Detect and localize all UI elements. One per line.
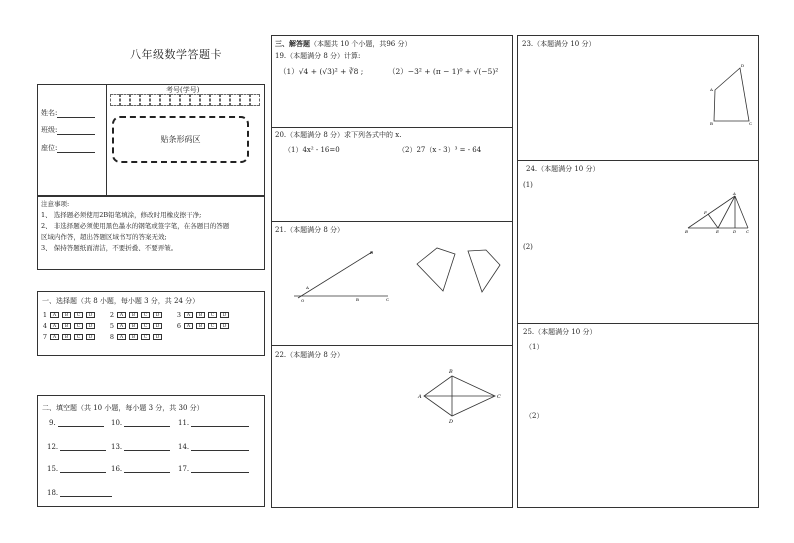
option-a[interactable]: A [117, 312, 126, 318]
q22-label-b: B [449, 369, 453, 375]
q24-label-b: B [685, 229, 688, 234]
question-number: 1 [42, 311, 47, 319]
seat-field[interactable] [41, 143, 95, 153]
q19-heading: 19.（本题满分 8 分）计算: [275, 52, 361, 60]
notes [41, 199, 229, 254]
q23-quad [714, 68, 749, 121]
option-c[interactable]: C [74, 334, 83, 340]
notes-line: 3、 保持答题纸面清洁，不要折叠、不要弄皱。 [41, 244, 178, 252]
option-c[interactable]: C [141, 312, 150, 318]
q24-fe [708, 214, 718, 228]
divider [106, 84, 107, 196]
q21-label-b1: B [370, 250, 373, 255]
fillin-number: 11. [178, 419, 190, 427]
fillin-heading: 二、填空题（共 10 小题，每小题 3 分，共 30 分） [42, 404, 204, 412]
choice-heading: 一、选择题（共 8 小题，每小题 3 分，共 24 分） [42, 297, 200, 305]
name-line [57, 111, 95, 118]
q24-label-e: E [716, 229, 719, 234]
q23-label-b: B [710, 121, 713, 126]
choice-row [39, 322, 232, 330]
q23-label-c: C [749, 121, 753, 126]
option-a[interactable]: A [184, 323, 193, 329]
answer-heading-bold: 三、解答题 [275, 39, 310, 48]
option-a[interactable]: A [50, 334, 59, 340]
option-d[interactable]: D [220, 312, 229, 318]
choice-row [39, 311, 232, 319]
q24-side-ac [735, 196, 748, 228]
question-number: 6 [176, 322, 181, 330]
q21-quad-right [468, 250, 500, 292]
fillin-item[interactable] [111, 443, 170, 451]
q21-quads [414, 244, 504, 294]
q23-label-d: D [741, 63, 745, 68]
class-field[interactable] [41, 125, 95, 135]
barcode-label: 贴条形码区 [160, 135, 201, 144]
option-c[interactable]: C [74, 312, 83, 318]
option-b[interactable]: B [129, 323, 138, 329]
option-b[interactable]: B [62, 312, 71, 318]
option-c[interactable]: C [74, 323, 83, 329]
fillin-number: 16. [111, 465, 123, 473]
question-number: 5 [109, 322, 114, 330]
fillin-item[interactable] [47, 465, 106, 473]
option-b[interactable]: B [62, 323, 71, 329]
divider [271, 345, 513, 346]
answer-heading-rest: （本题共 10 个小题，共96 分） [310, 40, 412, 48]
q19-expr1: √4 + (√3)² + ∛8 ; [298, 67, 364, 76]
class-label: 班级: [41, 126, 58, 134]
notes-title: 注意事项: [41, 200, 70, 208]
q24-label-d: D [733, 229, 737, 234]
fillin-number: 12. [47, 443, 59, 451]
question-number: 4 [42, 322, 47, 330]
barcode-area [112, 116, 249, 163]
name-label: 姓名: [41, 109, 58, 117]
notes-line: 1、 选择题必须使用2B铅笔填涂，修改时用橡皮擦干净; [41, 211, 202, 219]
option-c[interactable]: C [208, 312, 217, 318]
option-d[interactable]: D [153, 323, 162, 329]
q21-ray-ob [298, 252, 372, 298]
q19-part1-label: （1） [279, 67, 299, 76]
fillin-number: 17. [178, 465, 190, 473]
q24-side-ba [688, 196, 735, 228]
q22-label-c: C [497, 394, 501, 400]
q21-quad-left [417, 248, 455, 291]
fillin-item[interactable] [111, 419, 170, 427]
q23-heading: 23.（本题满分 10 分） [522, 40, 596, 48]
seat-label: 座位: [41, 144, 58, 152]
q19-part1 [279, 66, 363, 77]
q24-label-c: C [746, 229, 750, 234]
q20-part1: （1）4x² - 16=0 [284, 146, 340, 154]
notes-line: 2、 非选择题必须使用黑色墨水的钢笔或签字笔，在各题目的答题 [41, 222, 230, 230]
fillin-number: 14. [178, 443, 190, 451]
fillin-number: 15. [47, 465, 59, 473]
q24-label-f: F [704, 210, 707, 215]
q25-part2: （2） [525, 412, 544, 420]
fillin-item[interactable] [178, 443, 249, 451]
option-c[interactable]: C [141, 334, 150, 340]
divider [271, 221, 513, 222]
fillin-item[interactable] [47, 489, 112, 497]
option-a[interactable]: A [50, 323, 59, 329]
fillin-item[interactable] [47, 443, 106, 451]
option-d[interactable]: D [153, 334, 162, 340]
q21-label-a: A [306, 285, 309, 290]
option-d[interactable]: D [220, 323, 229, 329]
q24-label-a: A [733, 191, 736, 196]
answer-heading [275, 39, 412, 49]
fillin-item[interactable] [178, 465, 249, 473]
question-number: 7 [42, 333, 47, 341]
option-d[interactable]: D [86, 334, 95, 340]
divider [271, 127, 513, 128]
q21-label-c: C [386, 297, 390, 302]
option-a[interactable]: A [184, 312, 193, 318]
option-a[interactable]: A [117, 334, 126, 340]
option-b[interactable]: B [129, 312, 138, 318]
fillin-number: 9. [49, 419, 56, 427]
option-a[interactable]: A [50, 312, 59, 318]
q22-heading: 22.（本题满分 8 分） [275, 351, 345, 359]
q24-figure [684, 190, 756, 236]
q23-label-a: A [710, 87, 713, 92]
option-b[interactable]: B [196, 323, 205, 329]
option-c[interactable]: C [141, 323, 150, 329]
q25-part1: （1） [525, 343, 544, 351]
fillin-number: 10. [111, 419, 123, 427]
q24-part2: (2) [523, 243, 533, 251]
fillin-item[interactable] [49, 419, 104, 427]
option-b[interactable]: B [129, 334, 138, 340]
q21-label-o: O [301, 298, 305, 303]
option-d[interactable]: D [86, 323, 95, 329]
notes-line: 区域内作答，超出答题区域书写的答案无效; [41, 233, 167, 241]
exam-no-label: 考号(学号) [166, 86, 200, 94]
question-number: 3 [176, 311, 181, 319]
q21-heading: 21.（本题满分 8 分） [275, 226, 345, 234]
name-field[interactable] [41, 108, 95, 118]
q21-figure [290, 245, 400, 305]
option-b[interactable]: B [196, 312, 205, 318]
divider [517, 160, 759, 161]
q22-label-d: D [449, 419, 454, 425]
q20-part2: （2）27（x - 3）³ = - 64 [398, 146, 482, 154]
option-d[interactable]: D [153, 312, 162, 318]
q24-ae [718, 196, 735, 228]
class-line [57, 128, 95, 135]
option-b[interactable]: B [62, 334, 71, 340]
q21-label-b2: B [356, 297, 359, 302]
q20-heading: 20.（本题满分 8 分）求下列各式中的 x. [275, 131, 402, 139]
q22-label-a: A [418, 394, 422, 400]
q19-part2 [388, 66, 498, 77]
fillin-item[interactable] [111, 465, 170, 473]
fillin-number: 18. [47, 489, 59, 497]
q19-part2-label: （2） [388, 67, 408, 76]
question-number: 8 [109, 333, 114, 341]
divider [517, 323, 759, 324]
q25-heading: 25.（本题满分 10 分） [523, 328, 597, 336]
choice-row [39, 333, 165, 341]
q24-heading: 24.（本题满分 10 分） [526, 165, 600, 173]
question-number: 2 [109, 311, 114, 319]
exam-no-cells[interactable] [110, 94, 260, 106]
fillin-number: 13. [111, 443, 123, 451]
option-a[interactable]: A [117, 323, 126, 329]
q23-figure [706, 62, 756, 128]
q24-part1: (1) [523, 181, 533, 189]
option-c[interactable]: C [208, 323, 217, 329]
q19-expr2: −3² + (π − 1)⁰ + √(−5)² [407, 67, 499, 76]
option-d[interactable]: D [86, 312, 95, 318]
fillin-item[interactable] [178, 419, 249, 427]
seat-line [57, 146, 95, 153]
q22-figure [418, 366, 504, 424]
page-title: 八年级数学答题卡 [130, 48, 222, 61]
